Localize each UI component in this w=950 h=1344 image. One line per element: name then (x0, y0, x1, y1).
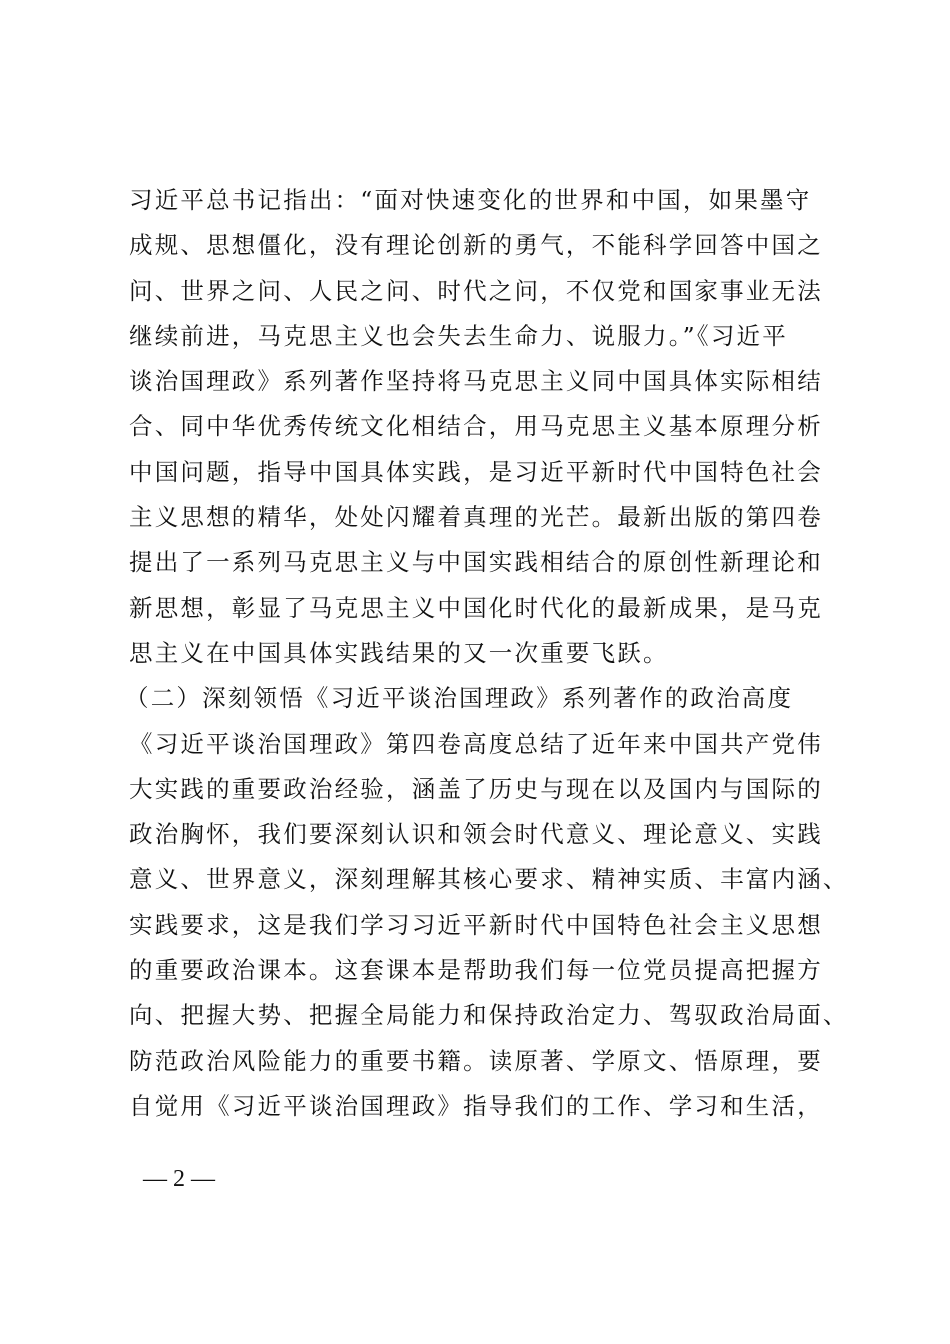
paragraph-1-line-4: 继续前进，马克思主义也会失去生命力、说服力。”《习近平 (129, 321, 788, 350)
paragraph-2-line-9: 自觉用《习近平谈治国理政》指导我们的工作、学习和生活， (129, 1091, 823, 1120)
paragraph-1-line-5: 谈治国理政》系列著作坚持将马克思主义同中国具体实际相结 (129, 367, 823, 396)
paragraph-1-line-11: 思主义在中国具体实践结果的又一次重要飞跃。 (129, 638, 669, 667)
paragraph-2-line-1: 《习近平谈治国理政》第四卷高度总结了近年来中国共产党伟 (129, 729, 823, 758)
paragraph-1-line-3: 问、世界之问、人民之问、时代之问，不仅党和国家事业无法 (129, 276, 823, 305)
section-heading: （二）深刻领悟《习近平谈治国理政》系列著作的政治高度 (125, 684, 794, 713)
paragraph-2-line-4: 意义、世界意义，深刻理解其核心要求、精神实质、丰富内涵、 (129, 865, 849, 894)
paragraph-1-line-9: 提出了一系列马克思主义与中国实践相结合的原创性新理论和 (129, 548, 823, 577)
body-text (125, 178, 849, 1129)
paragraph-1-line-6: 合、同中华优秀传统文化相结合，用马克思主义基本原理分析 (129, 412, 823, 441)
paragraph-2-line-6: 的重要政治课本。这套课本是帮助我们每一位党员提高把握方 (129, 956, 823, 985)
paragraph-1-line-1: 习近平总书记指出：“面对快速变化的世界和中国，如果墨守 (129, 186, 812, 214)
paragraph-2-line-7: 向、把握大势、把握全局能力和保持政治定力、驾驭政治局面、 (129, 1001, 849, 1030)
paragraph-2-line-5: 实践要求，这是我们学习习近平新时代中国特色社会主义思想 (129, 910, 823, 939)
paragraph-1-line-8: 主义思想的精华，处处闪耀着真理的光芒。最新出版的第四卷 (129, 503, 823, 532)
paragraph-2-line-3: 政治胸怀，我们要深刻认识和领会时代意义、理论意义、实践 (129, 820, 823, 849)
page-number: — 2 — (143, 1166, 215, 1192)
paragraph-2-line-2: 大实践的重要政治经验，涵盖了历史与现在以及国内与国际的 (129, 774, 823, 803)
paragraph-1-line-2: 成规、思想僵化，没有理论创新的勇气，不能科学回答中国之 (129, 231, 823, 260)
paragraph-1-line-10: 新思想，彰显了马克思主义中国化时代化的最新成果，是马克 (129, 593, 823, 622)
paragraph-2-line-8: 防范政治风险能力的重要书籍。读原著、学原文、悟原理，要 (129, 1046, 823, 1075)
paragraph-1-line-7: 中国问题，指导中国具体实践，是习近平新时代中国特色社会 (129, 457, 823, 486)
